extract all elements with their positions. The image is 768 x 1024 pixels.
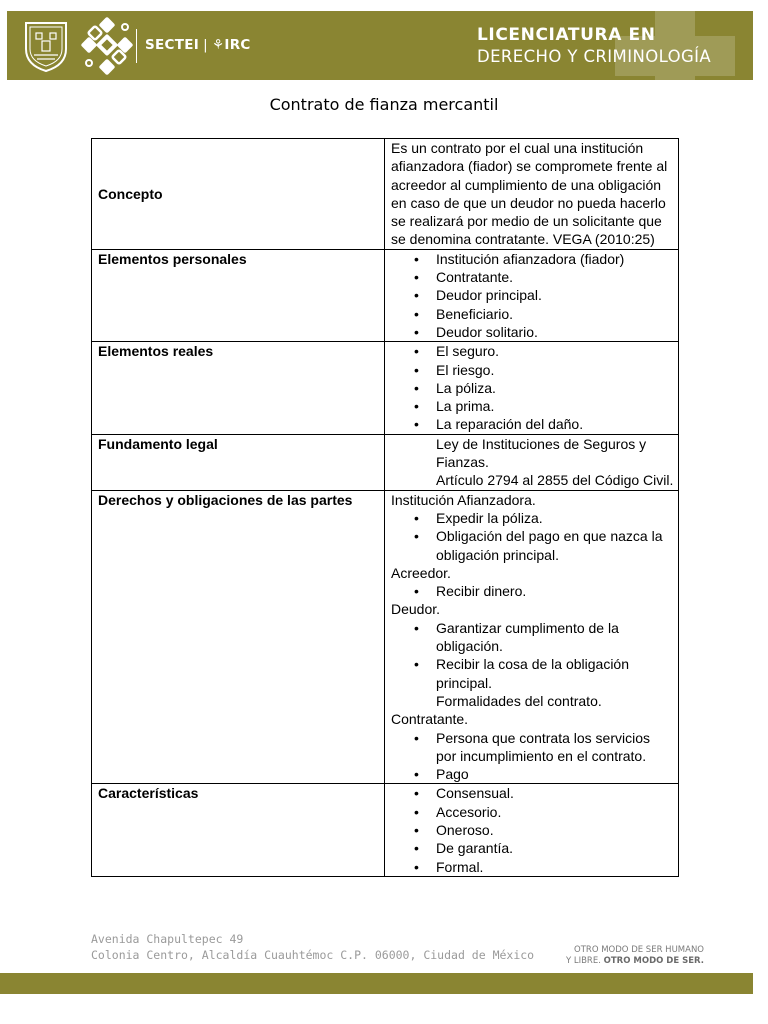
slogan-line2a: Y LIBRE. — [565, 956, 601, 966]
list-item: • Deudor solitario. — [436, 323, 674, 341]
list-item: • Pago — [436, 765, 674, 783]
deudor-list — [391, 619, 674, 692]
list-item: • Accesorio. — [436, 803, 674, 821]
contratante-list — [391, 729, 674, 784]
document-title: Contrato de fianza mercantil — [269, 95, 499, 114]
address-line2: Colonia Centro, Alcaldía Cuauhtémoc C.P. 06000, Ciudad de México — [91, 948, 535, 962]
header-divider — [136, 29, 137, 63]
list-item: • Recibir dinero. — [436, 582, 674, 600]
list-item: • Contratante. — [436, 268, 674, 286]
address-line1: Avenida Chapultepec 49 — [91, 932, 244, 946]
footer-slogan — [540, 945, 704, 967]
org-secondary: IRC — [224, 37, 251, 53]
cdmx-x-logo-icon — [79, 17, 137, 75]
slogan-line2 — [540, 956, 704, 967]
row-label: Elementos reales — [92, 342, 385, 434]
list-item: • Institución afianzadora (fiador) — [436, 250, 674, 268]
fundamento-line1: Ley de Instituciones de Seguros y Fianzas. — [436, 435, 647, 471]
list-item: • Garantizar cumplimento de la obligación. — [436, 619, 674, 656]
personales-list — [391, 250, 674, 341]
cdmx-seal-icon — [21, 19, 71, 73]
list-item: • Beneficiario. — [436, 305, 674, 323]
list-item: • Recibir la cosa de la obligación principal. — [436, 655, 674, 692]
table-row-derechos — [92, 490, 679, 784]
header-banner — [7, 11, 753, 80]
acreedor-list — [391, 582, 674, 600]
contratante-heading: Contratante. — [391, 711, 469, 728]
list-item: • Persona que contrata los servicios por incumplimiento en el contrato. — [436, 729, 674, 766]
row-label: Concepto — [92, 139, 385, 250]
row-label: Fundamento legal — [92, 434, 385, 490]
list-item: • Expedir la póliza. — [436, 509, 674, 527]
table-row-personales — [92, 249, 679, 341]
list-item: • Obligación del pago en que nazca la obligación principal. — [436, 527, 674, 564]
table-row-caracteristicas — [92, 784, 679, 876]
row-label: Derechos y obligaciones de las partes — [92, 490, 385, 784]
acreedor-heading: Acreedor. — [391, 564, 451, 581]
list-item: • El seguro. — [436, 342, 674, 360]
slogan-line2b: OTRO MODO DE SER. — [603, 956, 704, 966]
footer-address — [91, 931, 534, 963]
table-row-concepto — [92, 139, 679, 250]
list-item: • Oneroso. — [436, 821, 674, 839]
contract-table — [91, 138, 679, 877]
list-item: • Deudor principal. — [436, 286, 674, 304]
slogan-line1: OTRO MODO DE SER HUMANO — [574, 945, 704, 955]
table-row-fundamento — [92, 434, 679, 490]
org-separator: | — [203, 37, 208, 53]
caracteristicas-list — [391, 784, 674, 875]
fundamento-line2: Artículo 2794 al 2855 del Código Civil. — [436, 472, 674, 489]
org-logo-text — [145, 37, 251, 53]
deudor-heading: Deudor. — [391, 601, 441, 618]
concepto-text: Es un contrato por el cual una institución afianzadora (fiador) se compromete frente al acreedor al cumplimiento de una obligación en caso de que un deudor no pueda hacerlo se realizará por medio de un solicitante que se denomina contratante. VEGA (2010:25) — [385, 139, 679, 250]
table-row-reales — [92, 342, 679, 434]
org-primary: SECTEI — [145, 37, 200, 53]
degree-line1: LICENCIATURA EN — [477, 25, 656, 45]
row-label: Características — [92, 784, 385, 876]
degree-title — [477, 24, 711, 68]
list-item: • El riesgo. — [436, 361, 674, 379]
afianzadora-heading: Institución Afianzadora. — [391, 491, 536, 508]
irc-icon: ⚘ — [211, 37, 225, 53]
afianzadora-list — [391, 509, 674, 564]
degree-line2: DERECHO Y CRIMINOLOGÍA — [477, 47, 712, 66]
list-item: • La póliza. — [436, 379, 674, 397]
row-label: Elementos personales — [92, 249, 385, 341]
list-item: • La reparación del daño. — [436, 415, 674, 433]
list-item: • Consensual. — [436, 784, 674, 802]
list-item: • De garantía. — [436, 839, 674, 857]
list-item: • La prima. — [436, 397, 674, 415]
deudor-note: Formalidades del contrato. — [436, 692, 602, 709]
list-item: • Formal. — [436, 858, 674, 876]
reales-list — [391, 342, 674, 433]
footer-band — [0, 973, 753, 994]
